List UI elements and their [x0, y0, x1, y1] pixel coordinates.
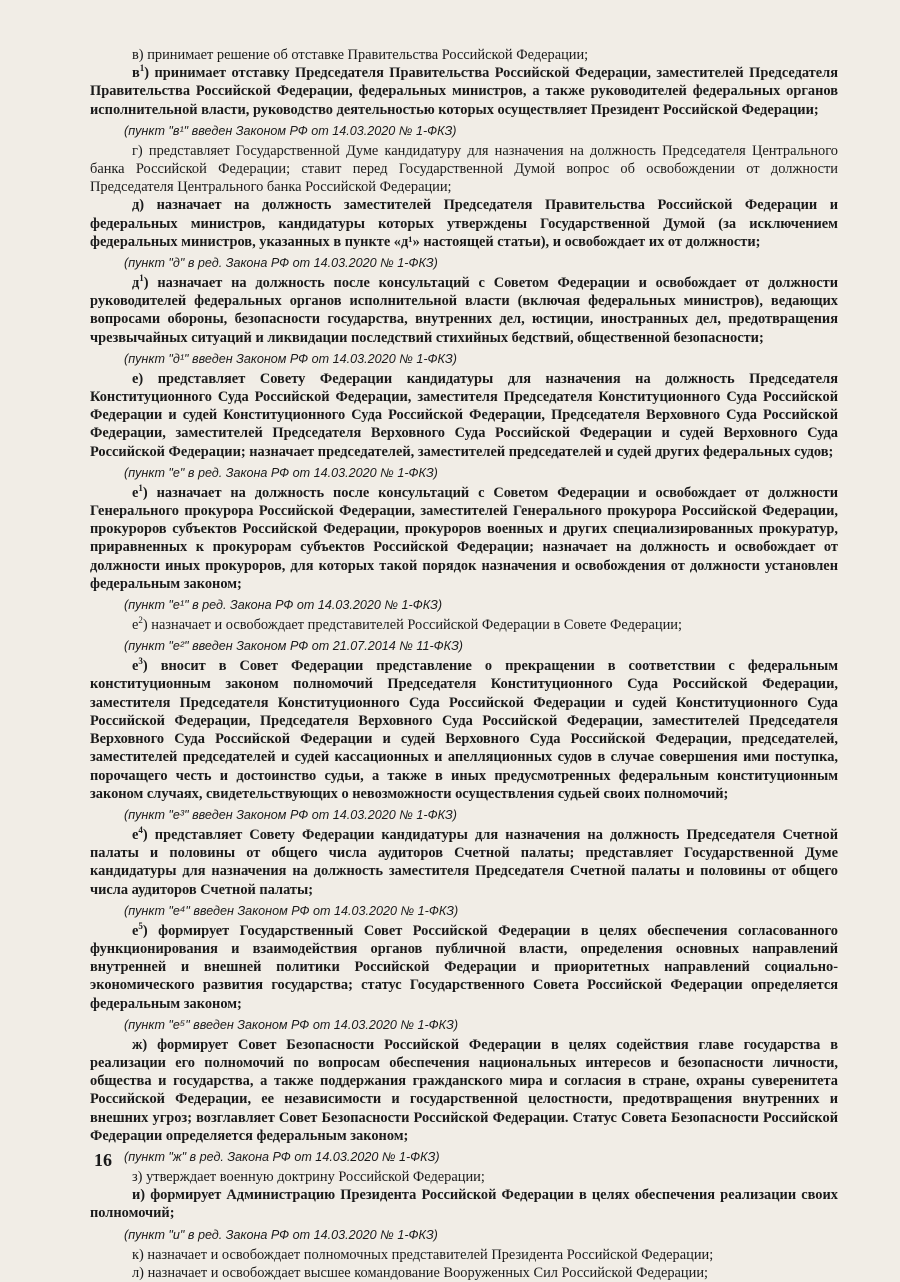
clause-label-superscript: 2 — [138, 615, 143, 626]
clause-paragraph: $е^1$) назначает на должность после консультаций с Советом Федерации и освобождает от должности Генерального прокурора Российской Федерации, заместителей Генерального прокурора Российской Федерации, прокуроров субъектов Российской Федерации, прокуроров военных и других специализированных прокуратур, приравненных к прокурорам субъектов Российской Федерации; назначает на должность и освобождает от должности иных прокуроров, для которых такой порядок назначения и освобождения от должности установлен федеральным законом; — [90, 483, 839, 592]
clause-text: представляет Государственной Думе кандидатуру для назначения на должность Председателя Центрального банка Российской Федерации; ставит перед Государственной Думой вопрос об освобождении от должности Председателя Центрального банка Российской Федерации; — [90, 142, 838, 196]
clause-text: формирует Администрацию Президента Российской Федерации в целях обеспечения реализации своих полномочий; — [90, 1187, 838, 1222]
clause-paragraph — [90, 46, 838, 64]
clause-paragraph: $в^1$) принимает отставку Председателя Правительства Российской Федерации, заместителей Председателя Правительства Российской Федерации, федеральных министров, а также руководителей федеральных органов исполнительной власти, руководство деятельностью которых осуществляет Президент Российской Федерации; — [90, 63, 838, 118]
clause-text: формирует Совет Безопасности Российской Федерации в целях содействия главе государства в реализации его полномочий по вопросам обеспечения национальных интересов и безопасности личности, общества и государства, а также поддержания гражданского мира и согласия в стране, охраны суверенитета Российской Федерации, ее независимости и государственной целостности, предотвращения внутренних и внешних угроз; возглавляет Совет Безопасности Российской Федерации. Статус Совета Безопасности Российской Федерации определяется федеральным законом; — [90, 1036, 838, 1144]
clause-label: д) — [132, 197, 145, 214]
clause-label: е — [132, 922, 139, 939]
clause-label: е) — [132, 370, 144, 387]
amendment-note: (пункт "ж" в ред. Закона РФ от 14.03.2020 № 1-ФКЗ) — [124, 1149, 440, 1164]
clause-paragraph — [90, 1246, 838, 1264]
clause-paragraph: $е^4$) представляет Совету Федерации кандидатуры для назначения на должность Председателя Счетной палаты и половины от общего числа аудиторов Счетной палаты; представляет Государственной Думе кандидатуры для назначения на должность заместителя Председателя Счетной палаты и половины от общего числа аудиторов Счетной палаты; — [90, 825, 838, 898]
clause-text: представляет Совету Федерации кандидатуры для назначения на должность Председателя Счетной палаты и половины от общего числа аудиторов Счетной палаты; представляет Государственной Думе кандидатуры для назначения на должность заместителя Председателя Счетной палаты и половины от общего числа аудиторов Счетной палаты; — [90, 826, 838, 898]
clause-label-superscript: 1 — [139, 63, 145, 74]
amendment-note: (пункт "е²" введен Законом РФ от 21.07.2014 № 11-ФКЗ) — [124, 639, 463, 654]
clause-text: утверждает военную доктрину Российской Федерации; — [146, 1168, 485, 1185]
clause-text: назначает на должность заместителей Председателя Правительства Российской Федерации и федеральных министров, кандидатуры которых утверждены Государственной Думой (за исключением федеральных министров, указанных в пункте «д¹» настоящей статьи), и освобождает их от должности; — [90, 197, 838, 250]
amendment-note: (пункт "е³" введен Законом РФ от 14.03.2020 № 1-ФКЗ) — [124, 807, 457, 822]
clause-label: е — [132, 617, 139, 634]
amendment-note: (пункт "и" в ред. Закона РФ от 14.03.2020 № 1-ФКЗ) — [124, 1227, 438, 1242]
clause-text: вносит в Совет Федерации представление о прекращении в соответствии с федеральным конституционным законом полномочий Председателя Конституционного Суда Российской Федерации, заместителя Председателя Конституционного Суда Российской Федерации и судей Конституционного Суда Российской Федерации, Председателя Верховного Суда Российской Федерации, заместителей Председателя Верховного Суда Российской Федерации и судей Верховного Суда Российской Федерации, председателей, заместителей председателей и судей кассационных и апелляционных судов в случае совершения ими поступка, порочащего честь и достоинство судьи, а также в иных предусмотренных федеральным конституционным законом случаях, свидетельствующих о невозможности осуществления судьей своих полномочий; — [90, 658, 838, 802]
clause-text: назначает на должность после консультаций с Советом Федерации и освобождает от должности руководителей федеральных органов исполнительной власти (включая федеральных министров), ведающих вопросами обороны, безопасности государства, внутренних дел, юстиции, иностранных дел, предотвращения чрезвычайных ситуаций и ликвидации последствий стихийных бедствий, общественной безопасности; — [90, 275, 838, 346]
clause-label: е — [132, 484, 139, 501]
clause-label-superscript: 3 — [138, 656, 143, 667]
clause-paragraph — [90, 196, 838, 251]
clause-paragraph — [90, 370, 838, 461]
clause-paragraph: $е^5$) формирует Государственный Совет Российской Федерации в целях обеспечения согласованного функционирования и взаимодействия органов публичной власти, определения основных направлений внутренней и внешней политики Российской Федерации и приоритетных направлений социально-экономического развития государства; статус Государственного Совета Российской Федерации определяется федеральным законом; — [90, 920, 838, 1012]
clause-label: д — [132, 275, 140, 292]
clause-label: л) — [132, 1264, 144, 1281]
article-text — [90, 46, 838, 1282]
clause-paragraph: $д^1$) назначает на должность после консультаций с Советом Федерации и освобождает от должности руководителей федеральных органов исполнительной власти (включая федеральных министров), ведающих вопросами обороны, безопасности государства, внутренних дел, юстиции, иностранных дел, предотвращения чрезвычайных ситуаций и ликвидации последствий стихийных бедствий, общественной безопасности; — [90, 273, 838, 346]
clause-label: г) — [132, 142, 143, 159]
clause-label: и) — [132, 1187, 146, 1204]
clause-label-superscript: 1 — [138, 483, 143, 494]
clause-label-superscript: 1 — [139, 273, 144, 284]
amendment-note: (пункт "д¹" введен Законом РФ от 14.03.2020 № 1-ФКЗ) — [124, 351, 457, 366]
amendment-note: (пункт "е⁴" введен Законом РФ от 14.03.2020 № 1-ФКЗ) — [124, 903, 459, 918]
clause-text: принимает отставку Председателя Правительства Российской Федерации, заместителей Председателя Правительства Российской Федерации, федеральных министров, а также руководителей федеральных органов исполнительной власти, руководство деятельностью которых осуществляет Президент Российской Федерации; — [90, 65, 838, 118]
clause-label-superscript: 5 — [138, 920, 143, 931]
clause-label: е — [132, 826, 139, 843]
clause-paragraph: $е^3$) вносит в Совет Федерации представление о прекращении в соответствии с федеральным конституционным законом полномочий Председателя Конституционного Суда Российской Федерации, заместителя Председателя Конституционного Суда Российской Федерации и судей Конституционного Суда Российской Федерации, Председателя Верховного Суда Российской Федерации, заместителей Председателя Верховного Суда Российской Федерации и судей Верховного Суда Российской Федерации, председателей, заместителей председателей и судей кассационных и апелляционных судов в случае совершения ими поступка, порочащего честь и достоинство судьи, а также в иных предусмотренных федеральным конституционным законом случаях, свидетельствующих о невозможности осуществления судьей своих полномочий; — [90, 656, 838, 802]
clause-label: в) — [132, 47, 144, 63]
amendment-note: (пункт "в¹" введен Законом РФ от 14.03.2020 № 1-ФКЗ) — [124, 123, 457, 138]
amendment-note: (пункт "е⁵" введен Законом РФ от 14.03.2020 № 1-ФКЗ) — [124, 1017, 459, 1032]
clause-paragraph — [90, 142, 838, 197]
amendment-note: (пункт "е" в ред. Закона РФ от 14.03.2020 № 1-ФКЗ) — [124, 465, 438, 480]
amendment-note: (пункт "е¹" в ред. Закона РФ от 14.03.2020 № 1-ФКЗ) — [124, 598, 443, 613]
clause-paragraph — [90, 1186, 838, 1222]
clause-label: в — [132, 65, 140, 82]
clause-label: ж) — [132, 1036, 148, 1053]
clause-label: к) — [132, 1246, 144, 1263]
clause-text: принимает решение об отставке Правительства Российской Федерации; — [147, 47, 589, 63]
clause-paragraph — [90, 1036, 838, 1145]
clause-paragraph — [90, 1264, 838, 1282]
clause-text: формирует Государственный Совет Российской Федерации в целях обеспечения согласованного функционирования и взаимодействия органов публичной власти, определения основных направлений внутренней и внешней политики Российской Федерации и приоритетных направлений социально-экономического развития государства; статус Государственного Совета Российской Федерации определяется федеральным законом; — [90, 922, 838, 1012]
clause-label: е — [132, 658, 139, 675]
clause-label-superscript: 4 — [138, 825, 143, 836]
clause-text: назначает на должность после консультаций с Советом Федерации и освобождает от должности Генерального прокурора Российской Федерации, заместителей Генерального прокурора Российской Федерации, прокуроров субъектов Российской Федерации, прокуроров военных и других специализированных прокуратур, приравненных к прокурорам субъектов Российской Федерации; назначает на должность и освобождает от должности иных прокуроров, для которых такой порядок назначения и освобождения от должности установлен федеральным законом; — [90, 484, 839, 592]
clause-label: з) — [132, 1168, 143, 1185]
clause-text: назначает и освобождает полномочных представителей Президента Российской Федерации; — [147, 1246, 714, 1263]
clause-text: представляет Совету Федерации кандидатуры для назначения на должность Председателя Конституционного Суда Российской Федерации, заместителя Председателя Конституционного Суда Российской Федерации и судей Конституционного Суда Российской Федерации, Председателя Верховного Суда Российской Федерации, заместителей Председателя Верховного Суда Российской Федерации и судей Верховного Суда Российской Федерации; назначает председателей, заместителей председателей и судей других федеральных судов; — [90, 370, 838, 460]
clause-paragraph — [90, 1168, 838, 1186]
page-number: 16 — [94, 1150, 112, 1170]
amendment-note: (пункт "д" в ред. Закона РФ от 14.03.2020 № 1-ФКЗ) — [124, 256, 438, 271]
clause-text: назначает и освобождает представителей Российской Федерации в Совете Федерации; — [151, 617, 682, 634]
clause-paragraph: $е^2$) назначает и освобождает представителей Российской Федерации в Совете Федерации; — [132, 615, 682, 634]
clause-text: назначает и освобождает высшее командование Вооруженных Сил Российской Федерации; — [147, 1264, 709, 1281]
